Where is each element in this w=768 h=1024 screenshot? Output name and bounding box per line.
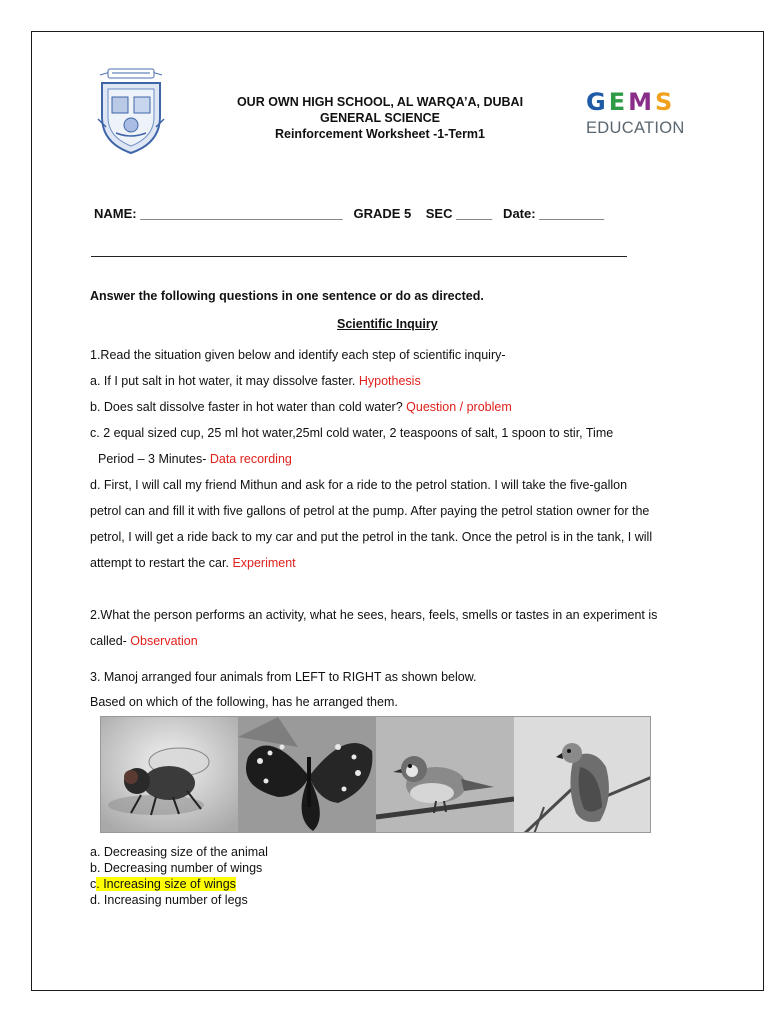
option-c-highlighted: . Increasing size of wings <box>96 877 236 891</box>
school-crest-icon <box>92 67 170 155</box>
q1-c-text: Period – 3 Minutes- <box>98 452 210 466</box>
q1-d-line1: d. First, I will call my friend Mithun and ask for a ride to the petrol station. I will take the five-gallon <box>90 478 628 492</box>
q1-b-text: b. Does salt dissolve faster in hot water than cold water? <box>90 400 407 414</box>
q1-a-answer: Hypothesis <box>358 374 421 388</box>
q3-line1: 3. Manoj arranged four animals from LEFT to RIGHT as shown below. <box>90 670 477 684</box>
butterfly-photo <box>238 717 376 833</box>
animal-photo-strip <box>100 716 651 833</box>
q1-b-answer: Question / problem <box>406 400 512 414</box>
q1-a <box>90 373 421 389</box>
q1-d-answer: Experiment <box>232 556 296 570</box>
q1-c-line2 <box>98 451 292 467</box>
q1-d-line2: petrol can and fill it with five gallons of petrol at the pump. After paying the petrol station owner for the <box>90 504 650 518</box>
gems-letter-m: M <box>628 88 652 116</box>
housefly-photo <box>101 717 238 833</box>
q1-d-line4 <box>90 555 296 571</box>
q1-d-line3: petrol, I will get a ride back to my car and put the petrol in the tank. Once the petrol is in the tank, I will <box>90 530 653 544</box>
q1-c-answer: Data recording <box>209 452 292 466</box>
q3-line2: Based on which of the following, has he arranged them. <box>90 695 398 709</box>
q2-text: called- <box>90 634 131 648</box>
option-c-prefix: c <box>90 877 97 891</box>
option-d: d. Increasing number of legs <box>90 893 248 907</box>
q2-answer: Observation <box>130 634 198 648</box>
sparrow-photo <box>376 717 514 833</box>
gems-education-logo <box>586 88 696 147</box>
q1-b <box>90 399 512 415</box>
gems-wordmark <box>586 88 696 116</box>
school-header <box>200 94 560 142</box>
section-title: Scientific Inquiry <box>337 317 438 331</box>
school-name: OUR OWN HIGH SCHOOL, AL WARQA’A, DUBAI <box>236 95 524 109</box>
divider-line <box>91 256 627 257</box>
gems-letter-s: S <box>655 88 673 116</box>
gems-letter-g: G <box>586 88 606 116</box>
worksheet-title: Reinforcement Worksheet -1-Term1 <box>274 127 485 141</box>
subject-title: GENERAL SCIENCE <box>320 111 440 125</box>
q1-c-line1: c. 2 equal sized cup, 25 ml hot water,25ml cold water, 2 teaspoons of salt, 1 spoon to stir, Time <box>90 426 614 440</box>
option-b: b. Decreasing number of wings <box>90 861 263 875</box>
student-info-line: NAME: ____________________________ GRADE 5 SEC _____ Date: _________ <box>94 206 605 221</box>
q1-d-text: attempt to restart the car. <box>90 556 233 570</box>
q1-a-text: a. If I put salt in hot water, it may dissolve faster. <box>90 374 359 388</box>
gems-letter-e: E <box>608 88 626 116</box>
q2-line1: 2.What the person performs an activity, what he sees, hears, feels, smells or tastes in an experiment is <box>90 608 658 622</box>
option-c <box>90 876 236 892</box>
instruction-text: Answer the following questions in one sentence or do as directed. <box>90 289 484 303</box>
q2-line2 <box>90 633 198 649</box>
q1-prompt: 1.Read the situation given below and identify each step of scientific inquiry- <box>90 348 506 362</box>
option-a: a. Decreasing size of the animal <box>90 845 268 859</box>
eagle-photo <box>514 717 651 833</box>
gems-education-text: EDUCATION <box>586 119 685 137</box>
